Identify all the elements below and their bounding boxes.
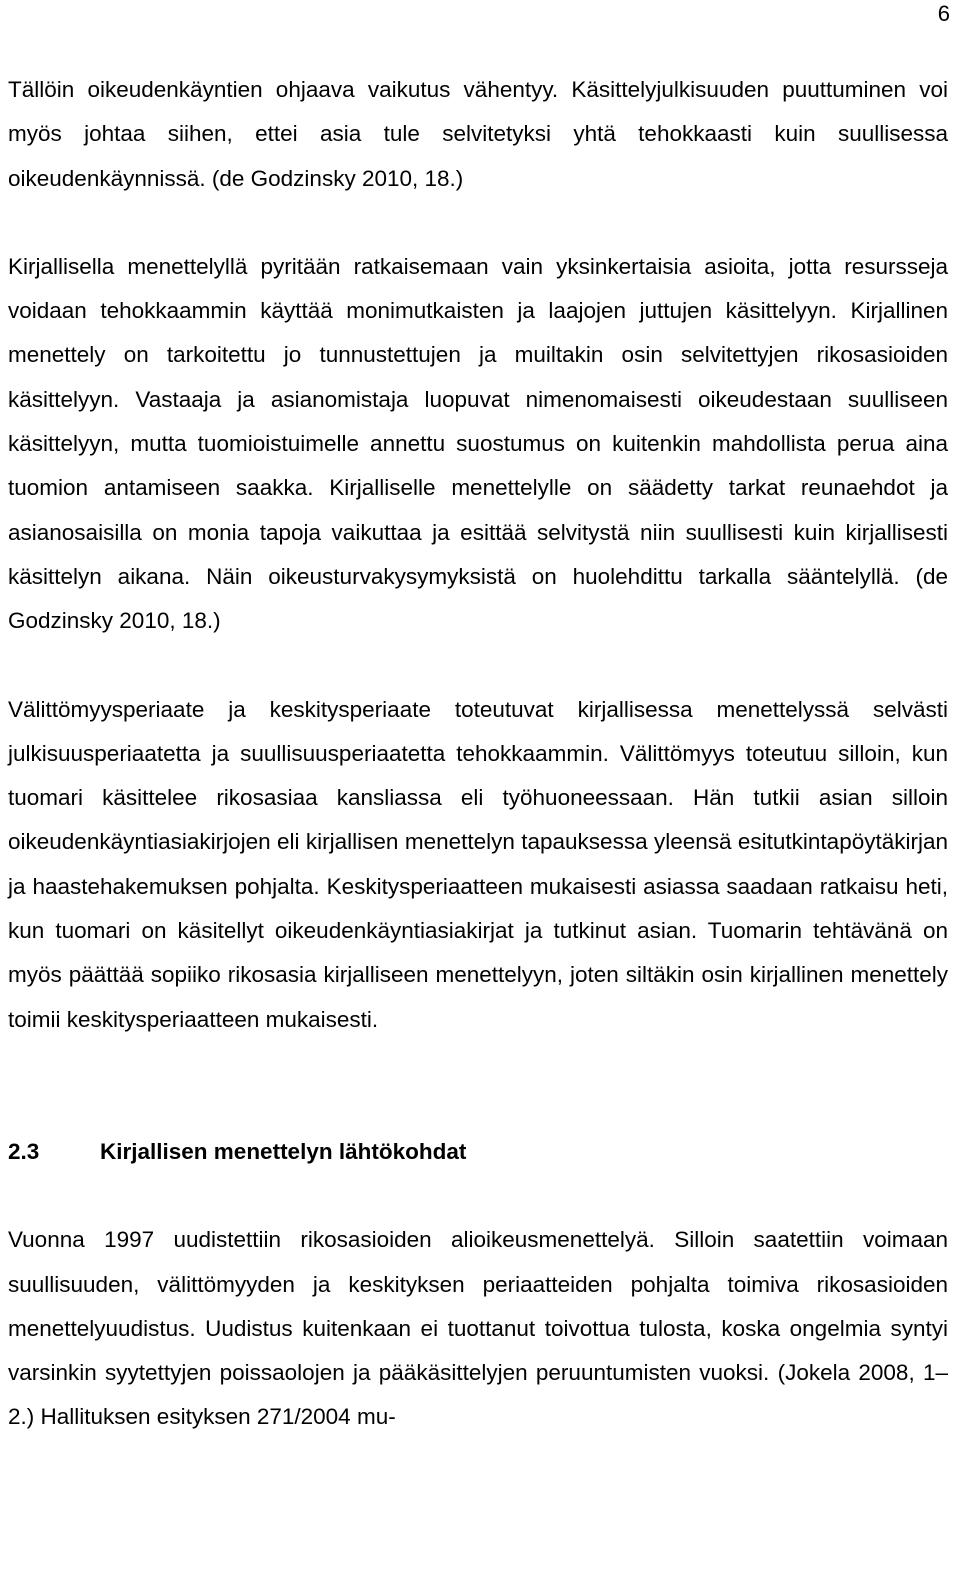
section-heading [8,1130,948,1174]
section-number: 2.3 [8,1138,40,1164]
document-body [8,68,948,1440]
paragraph: Kirjallisella menettelyllä pyritään ratkaisemaan vain yksinkertaisia asioita, jotta resursseja voidaan tehokkaammin käyttää monimutkaisten ja laajojen juttujen käsittelyyn. Kirjallinen menettely on tarkoitettu jo tunnustettujen ja muiltakin osin selvitettyjen rikosasioiden käsittelyyn. Vastaaja ja asianomistaja luopuvat nimenomaisesti oikeudestaan suulliseen käsittelyyn, mutta tuomioistuimelle annettu suostumus on kuitenkin mahdollista perua aina tuomion antamiseen saakka. Kirjalliselle menettelylle on säädetty tarkat reunaehdot ja asianosaisilla on monia tapoja vaikuttaa ja esittää selvitystä niin suullisesti kuin kirjallisesti käsittelyn aikana. Näin oikeusturvakysymyksistä on huolehdittu tarkalla sääntelyllä. (de Godzinsky 2010, 18.) [8,253,948,634]
paragraph: Vuonna 1997 uudistettiin rikosasioiden alioikeusmenettelyä. Silloin saatettiin voimaan suullisuuden, välittömyyden ja keskityksen periaatteiden pohjalta toimiva rikosasioiden menettelyuudistus. Uudistus kuitenkaan ei tuottanut toivottua tulosta, koska ongelmia syntyi varsinkin syytettyjen poissaolojen ja pääkäsittelyjen peruuntumisten vuoksi. (Jokela 2008, 1–2.) Hallituksen esityksen 271/2004 mu- [8,1227,948,1430]
section-title: Kirjallisen menettelyn lähtökohdat [100,1138,467,1164]
page-number: 6 [937,1,950,26]
paragraph: Välittömyysperiaate ja keskitysperiaate toteutuvat kirjallisessa menettelyssä selvästi julkisuusperiaatetta ja suullisuusperiaatetta tehokkaammin. Välittömyys toteutuu silloin, kun tuomari käsittelee rikosasiaa kansliassa eli työhuoneessaan. Hän tutkii asian silloin oikeudenkäyntiasiakirjojen eli kirjallisen menettelyn tapauksessa yleensä esitutkintapöytäkirjan ja haastehakemuksen pohjalta. Keskitysperiaatteen mukaisesti asiassa saadaan ratkaisu heti, kun tuomari on käsitellyt oikeudenkäyntiasiakirjat ja tutkinut asian. Tuomarin tehtävänä on myös päättää sopiiko rikosasia kirjalliseen menettelyyn, joten siltäkin osin kirjallinen menettely toimii keskitysperiaatteen mukaisesti. [8,696,948,1032]
paragraph: Tällöin oikeudenkäyntien ohjaava vaikutus vähentyy. Käsittelyjulkisuuden puuttuminen voi myös johtaa siihen, ettei asia tule selvitetyksi yhtä tehokkaasti kuin suullisessa oikeudenkäynnissä. (de Godzinsky 2010, 18.) [8,77,948,191]
